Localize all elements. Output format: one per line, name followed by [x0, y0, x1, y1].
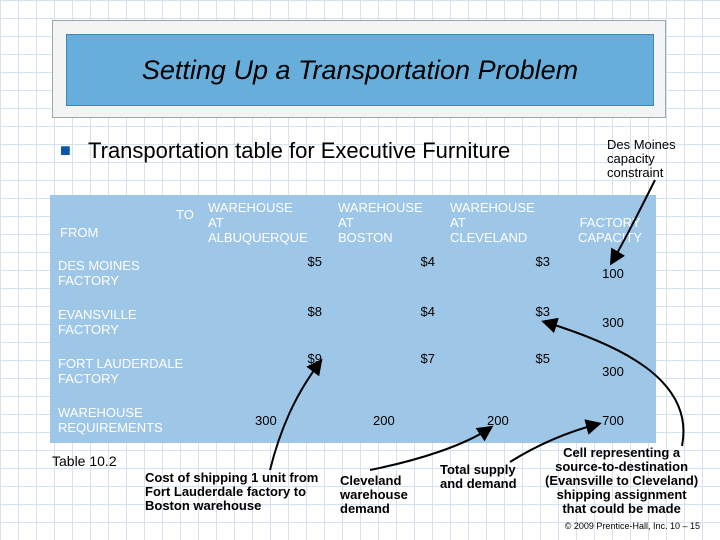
- des-moines-annotation: Des Moines capacity constraint: [607, 137, 676, 180]
- arrow-shipping-cost: [270, 362, 320, 470]
- capacity-evansville: 300: [602, 315, 624, 330]
- table-caption: Table 10.2: [52, 453, 117, 469]
- col-header-cleveland: WAREHOUSE AT CLEVELAND: [450, 200, 535, 245]
- shipping-cost-annotation: Cost of shipping 1 unit from Fort Lauderdale factory to Boston warehouse: [145, 470, 319, 513]
- arrow-total: [510, 424, 598, 462]
- capacity-des-moines: 100: [602, 266, 624, 281]
- cost-evansville-albuquerque: $8: [307, 304, 322, 319]
- row-label-evansville: EVANSVILLE FACTORY: [58, 307, 137, 337]
- arrow-cell: [545, 322, 683, 446]
- requirement-cleveland: 200: [487, 413, 509, 428]
- cost-evansville-boston: $4: [420, 304, 435, 319]
- total-supply-demand: 700: [602, 413, 624, 428]
- requirement-boston: 200: [373, 413, 395, 428]
- cost-fort-lauderdale-boston: $7: [420, 351, 435, 366]
- capacity-fort-lauderdale: 300: [602, 364, 624, 379]
- col-header-capacity: FACTORY CAPACITY: [578, 215, 643, 245]
- cost-des-moines-cleveland: $3: [535, 254, 550, 269]
- total-annotation: Total supply and demand: [440, 462, 517, 491]
- arrow-cleveland: [370, 428, 490, 470]
- cost-evansville-cleveland: $3: [535, 304, 550, 319]
- cost-fort-lauderdale-albuquerque: $9: [307, 351, 322, 366]
- requirement-albuquerque: 300: [255, 413, 277, 428]
- slide-title: Setting Up a Transportation Problem: [141, 54, 579, 85]
- to-label: TO: [176, 207, 194, 222]
- slide-subtitle: Transportation table for Executive Furniture: [88, 138, 511, 163]
- bullet-icon: ■: [60, 140, 71, 160]
- cell-annotation: Cell representing a source-to-destination (Evansville to Cleveland) shipping assignment that could be made: [545, 445, 699, 516]
- row-label-des-moines: DES MOINES FACTORY: [58, 258, 140, 288]
- arrow-des-moines: [612, 180, 655, 262]
- from-label: FROM: [60, 225, 99, 240]
- cleveland-demand-annotation: Cleveland warehouse demand: [340, 473, 408, 516]
- cost-des-moines-boston: $4: [420, 254, 435, 269]
- col-header-albuquerque: WAREHOUSE AT ALBUQUERQUE: [208, 200, 308, 245]
- cost-des-moines-albuquerque: $5: [307, 254, 322, 269]
- footer: © 2009 Prentice-Hall, Inc. 10 – 15: [564, 521, 700, 531]
- row-label-requirements: WAREHOUSE REQUIREMENTS: [58, 405, 163, 435]
- row-label-fort-lauderdale: FORT LAUDERDALE FACTORY: [58, 356, 184, 386]
- col-header-boston: WAREHOUSE AT BOSTON: [338, 200, 423, 245]
- cost-fort-lauderdale-cleveland: $5: [535, 351, 550, 366]
